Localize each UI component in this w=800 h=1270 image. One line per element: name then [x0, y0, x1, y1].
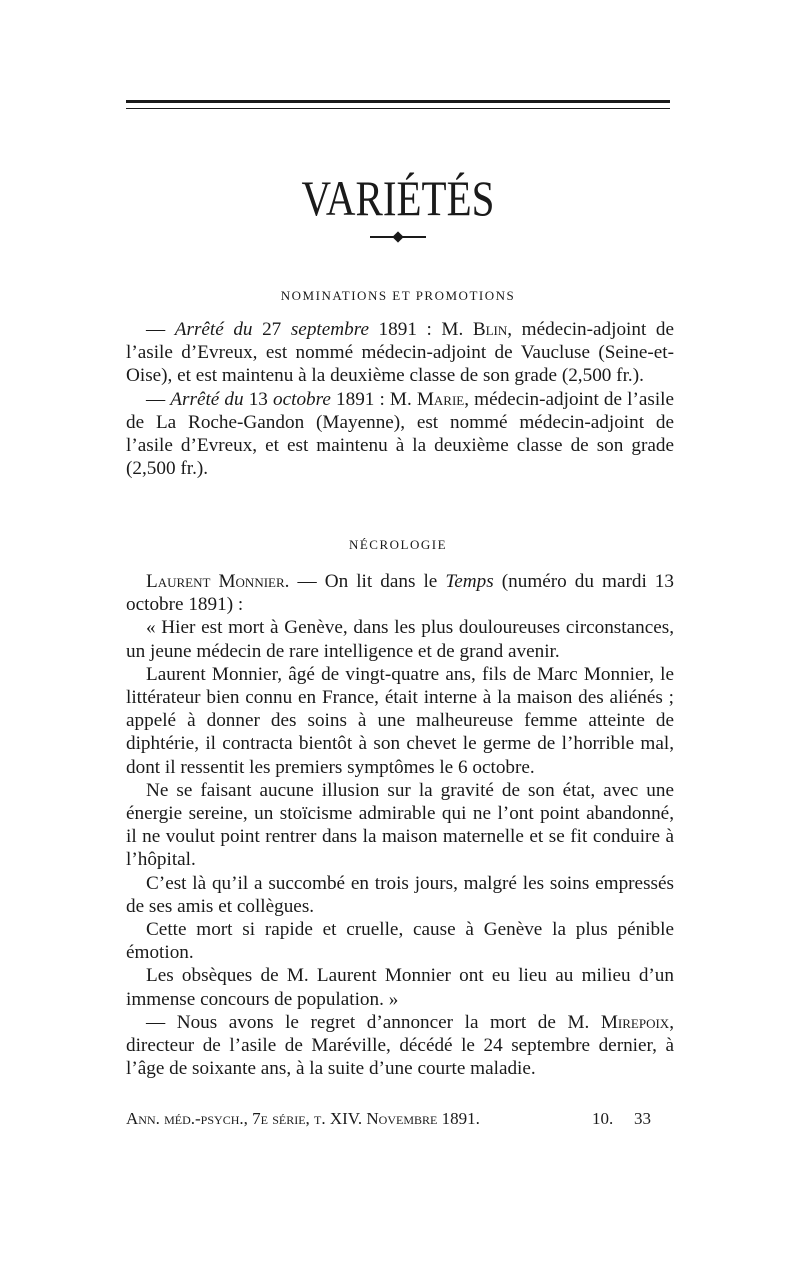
person-name: Marie [416, 388, 465, 410]
page-footer [126, 1108, 674, 1130]
date-day: 27 [252, 319, 291, 340]
date-month: octobre [273, 388, 331, 410]
nomination-paragraph-marie [126, 388, 674, 481]
person-name: Mirepoix [600, 1011, 670, 1033]
necrologie-mirepoix [126, 1011, 674, 1081]
necrologie-body [126, 570, 674, 1080]
necrologie-paragraph: Laurent Monnier, âgé de vingt-quatre ans, fils de Marc Monnier, le littérateur bien connu en France, était interne à la maison des aliénés ; appelé à donner des soins à une malheureuse femme atteinte de diphtérie, il contracta bientôt à son chevet le germe de l’horrible mal, dont il ressentit les premiers symptômes le 6 octobre. [126, 663, 674, 778]
top-rule-thin [126, 108, 670, 109]
necrologie-heading: NÉCROLOGIE [348, 537, 448, 552]
intro-text: — On lit dans le [289, 571, 446, 592]
nominations-heading: NOMINATIONS ET PROMOTIONS [280, 288, 516, 303]
title-ornament [370, 236, 426, 238]
footer-journal: Ann. méd.-psych., 7e série, t. XIV. Novembre 1891. [126, 1109, 480, 1128]
necrologie-paragraph: C’est là qu’il a succombé en trois jours, malgré les soins empressés de ses amis et collègues. [126, 872, 674, 917]
person-name: Laurent Monnier. [146, 571, 290, 592]
nomination-paragraph-blin [126, 318, 674, 388]
nominations-body [126, 318, 674, 480]
date-year: 1891 : M. [330, 388, 417, 410]
necrologie-paragraph: Les obsèques de M. Laurent Monnier ont eu lieu au milieu d’un immense concours de population. » [126, 965, 674, 1010]
top-rule-thick [126, 100, 670, 103]
dash: — [146, 388, 171, 410]
footer-page-number: 33 [634, 1109, 651, 1128]
nomination-text: , médecin-adjoint de l’asile de La Roche-Gandon (Mayenne), est nommé médecin-adjoint de l’asile d’Evreux, et est maintenu à la deuxième classe de son grade (2,500 fr.). [126, 388, 675, 480]
intro-text-end: (numéro du mardi 13 octobre 1891) : [126, 571, 674, 616]
mirepoix-text: — Nous avons le regret d’annoncer la mort de M. [146, 1011, 601, 1033]
necrologie-paragraph: Ne se faisant aucune illusion sur la gravité de son état, avec une énergie sereine, un stoïcisme admirable qui ne l’ont point abandonné, il ne voulut point rentrer dans la maison maternelle et se fit conduire à l’hôpital. [126, 779, 674, 871]
nomination-text: , médecin-adjoint de l’asile d’Evreux, est nommé médecin-adjoint de Vaucluse (Seine-et-Oise), et est maintenu à la deuxième classe de son grade (2,500 fr.). [126, 319, 674, 387]
arrete-label: Arrêté du [170, 388, 244, 410]
section-title: VARIÉTÉS [301, 170, 495, 226]
necrologie-paragraph: Cette mort si rapide et cruelle, cause à Genève la plus pénible émotion. [126, 919, 674, 964]
person-name: Blin [472, 319, 508, 340]
necrologie-paragraph: « Hier est mort à Genève, dans les plus douloureuses circonstances, un jeune médecin de rare intelligence et de grand avenir. [126, 617, 674, 662]
dash: — [146, 319, 175, 340]
date-day: 13 [243, 388, 273, 410]
arrete-label: Arrêté du [174, 319, 253, 340]
necrologie-intro [126, 570, 674, 616]
journal-title: Temps [445, 571, 494, 592]
footer-page-code: 10. [592, 1109, 614, 1128]
date-year: 1891 : M. [369, 319, 473, 340]
mirepoix-text-end: , directeur de l’asile de Maréville, décédé le 24 septembre dernier, à l’âge de soixante ans, à la suite d’une courte maladie. [126, 1011, 674, 1080]
date-month: septembre [290, 319, 369, 340]
